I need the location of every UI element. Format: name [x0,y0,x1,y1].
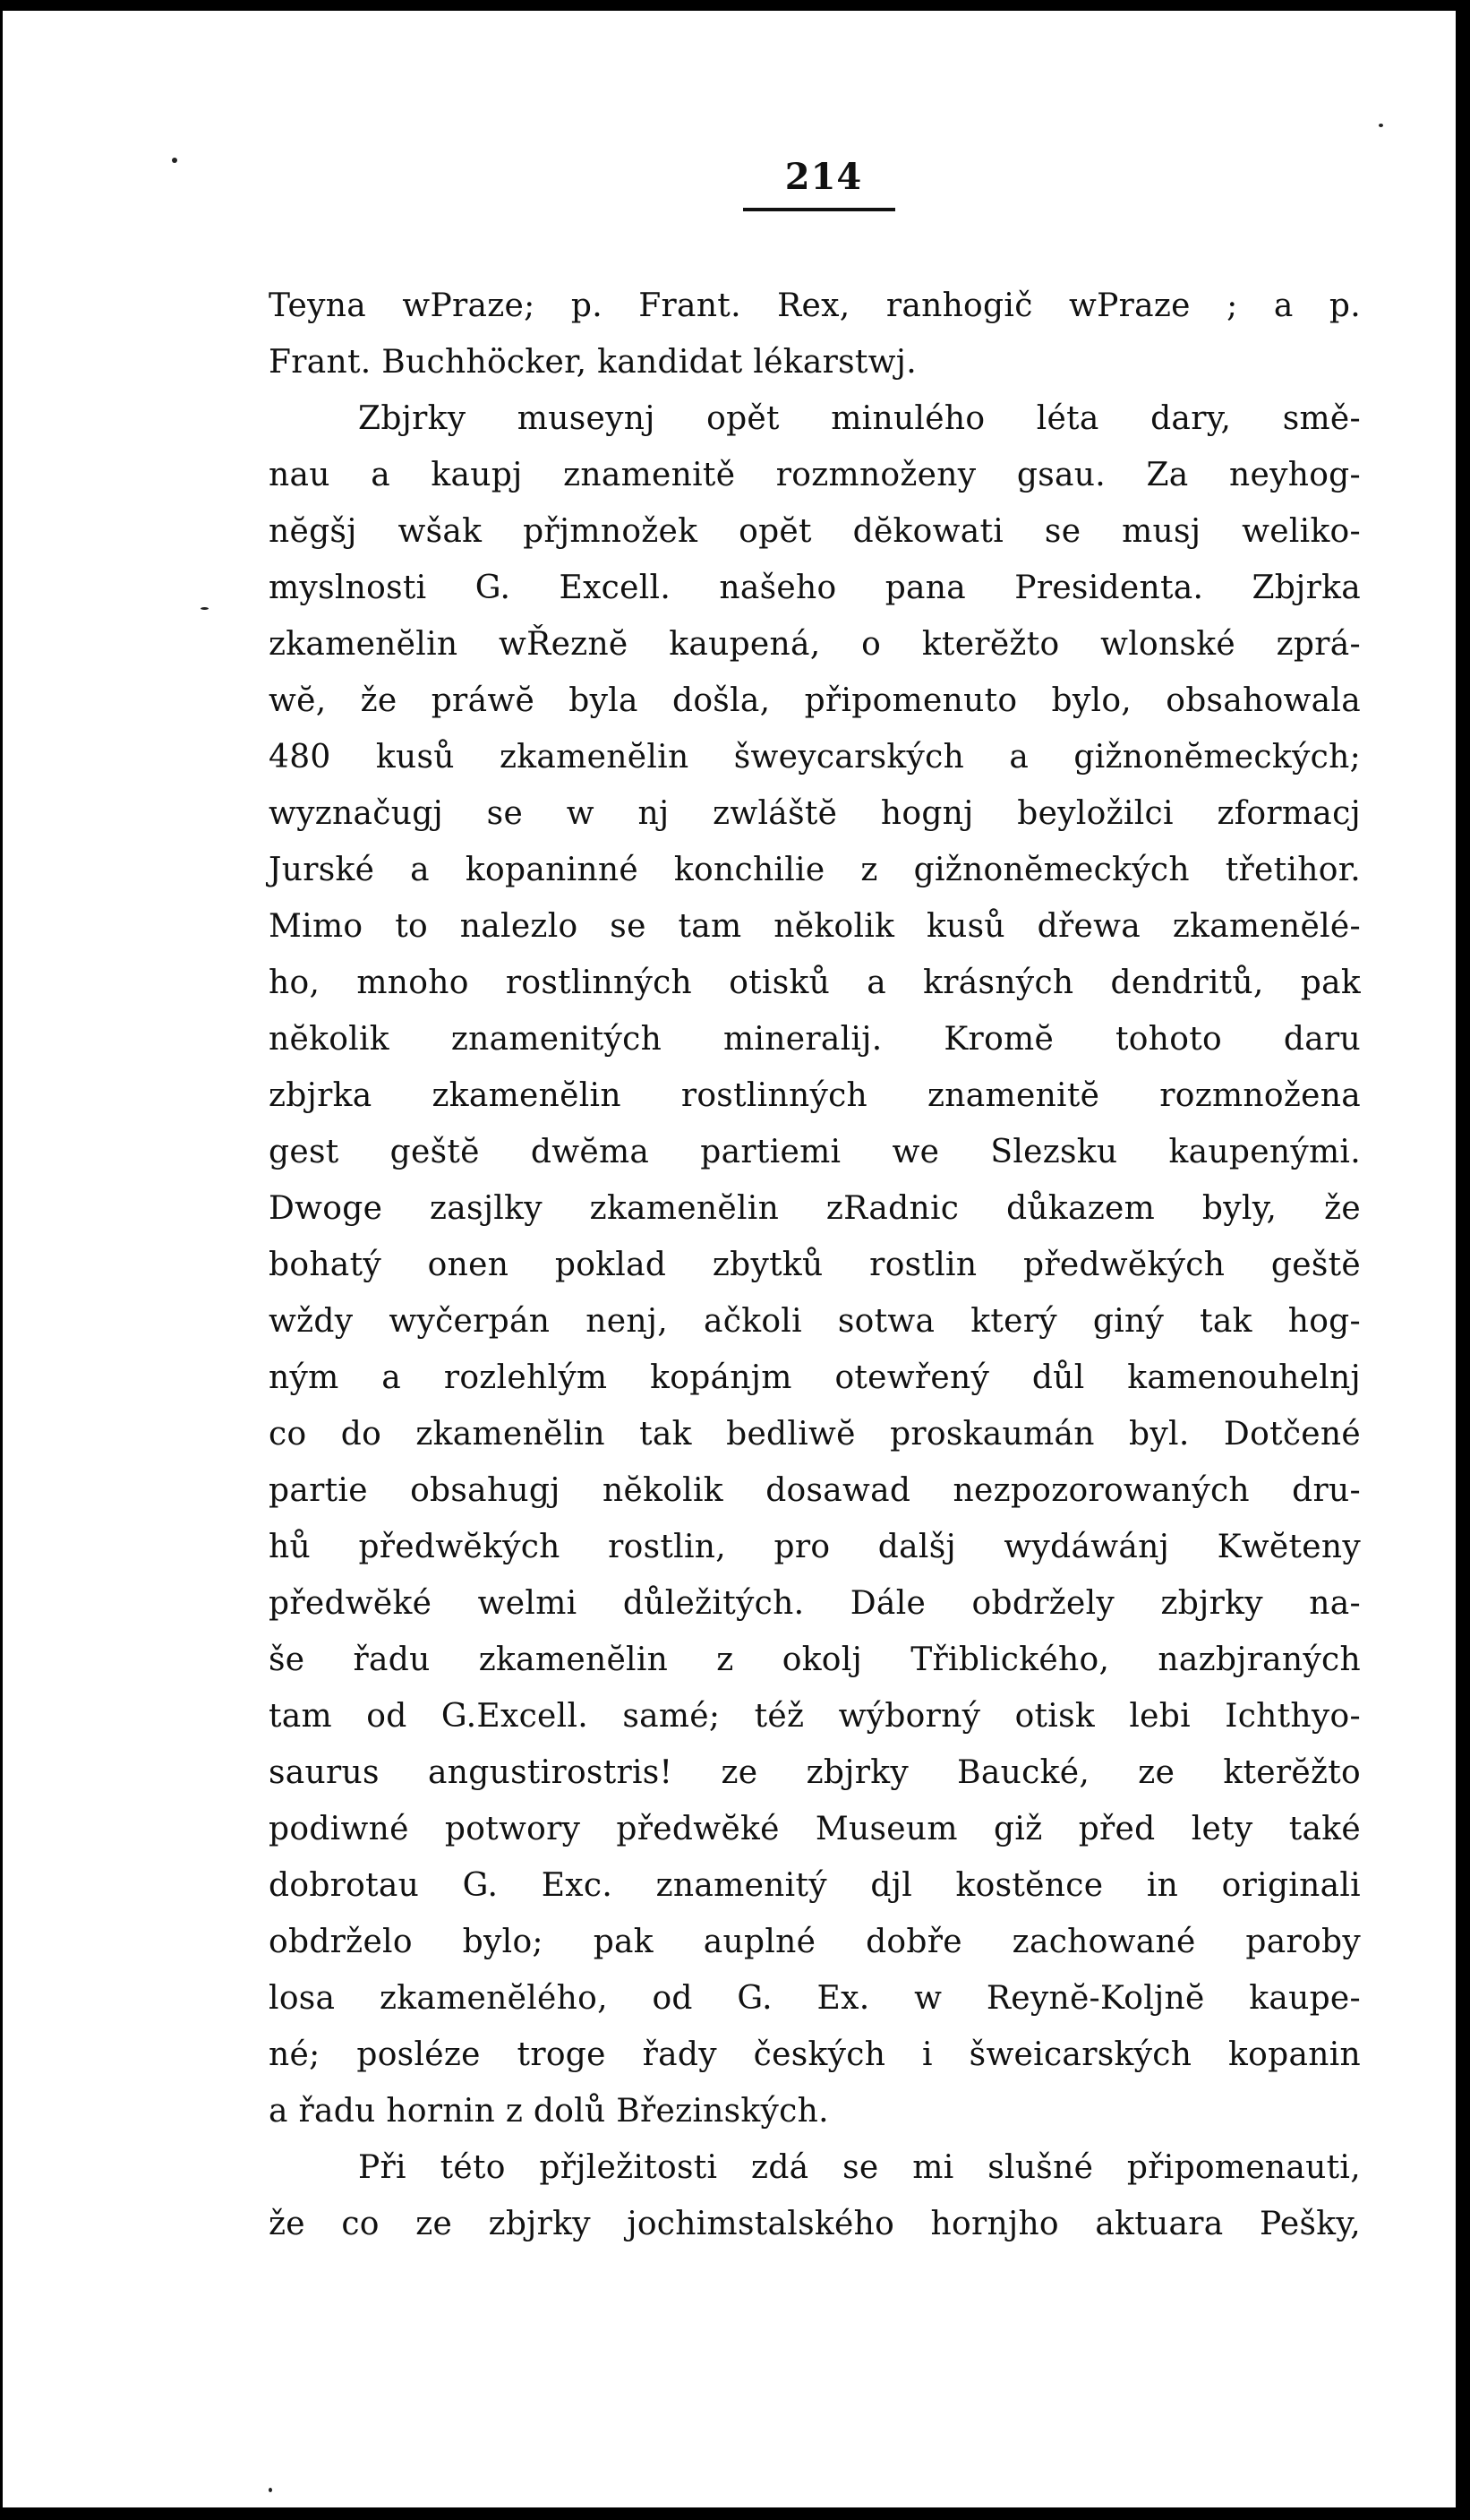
ink-speck [269,2488,272,2492]
text-line: předwĕké welmi důležitých. Dále obdržely zbjrky na- [269,1585,1361,1622]
text-line: obdrželo bylo; pak auplné dobře zachowané paroby [269,1924,1361,1960]
text-line: dobrotau G. Exc. znamenitý djl kostĕnce in originali [269,1867,1361,1904]
text-line: wyznačugj se w nj zwláštĕ hognj beyložilci zformacj [269,795,1361,832]
text-line: še řadu zkamenĕlin z okolj Třiblického, nazbjraných [269,1641,1361,1678]
page-number-rule [743,208,895,211]
text-line: Mimo to nalezlo se tam nĕkolik kusů dřewa zkamenĕlé- [269,908,1361,945]
ink-speck [1379,124,1383,127]
text-line: wždy wyčerpán nenj, ačkoli sotwa který giný tak hog- [269,1303,1361,1340]
text-line: tam od G.Excell. samé; též wýborný otisk lebi Ichthyo- [269,1698,1361,1735]
text-line: né; posléze troge řady českých i šweicarských kopanin [269,2036,1361,2073]
text-line: 480 kusů zkamenĕlin šweycarských a gižnonĕmeckých; [269,739,1361,776]
body-text [269,278,1361,2252]
text-line: Při této přjležitosti zdá se mi slušné připomenauti, [358,2149,1361,2186]
text-line: nĕgšj wšak přjmnožek opĕt dĕkowati se musj weliko- [269,513,1361,550]
text-line: myslnosti G. Excell. našeho pana Presidenta. Zbjrka [269,570,1361,606]
page-number: 214 [784,156,863,198]
text-line: hů předwĕkých rostlin, pro dalšj wydáwánj Kwĕteny [269,1529,1361,1565]
text-line: losa zkamenĕlého, od G. Ex. w Reynĕ-Koljnĕ kaupe- [269,1980,1361,2017]
text-line: saurus angustirostris! ze zbjrky Baucké, ze kterĕžto [269,1754,1361,1791]
text-line: zkamenĕlin wŘeznĕ kaupená, o kterĕžto wlonské zprá- [269,626,1361,663]
text-line: nĕkolik znamenitých mineralij. Kromĕ tohoto daru [269,1021,1361,1058]
text-line: zbjrka zkamenĕlin rostlinných znamenitĕ rozmnožena [269,1077,1361,1114]
text-line: Dwoge zasjlky zkamenĕlin zRadnic důkazem byly, že [269,1190,1361,1227]
text-line: a řadu hornin z dolů Březinských. [269,2093,829,2130]
ink-speck [201,607,209,610]
ink-speck [172,158,177,163]
text-line: wĕ, že práwĕ byla došla, připomenuto bylo, obsahowala [269,682,1361,719]
text-line: Teyna wPraze; p. Frant. Rex, ranhogič wPraze ; a p. [269,287,1361,324]
text-line: nau a kaupj znamenitě rozmnoženy gsau. Za neyhog- [269,457,1361,493]
text-line: Zbjrky museynj opět minulého léta dary, smě- [358,400,1361,437]
text-line: bohatý onen poklad zbytků rostlin předwĕkých geštĕ [269,1247,1361,1283]
text-line: co do zkamenĕlin tak bedliwĕ proskaumán byl. Dotčené [269,1416,1361,1453]
text-line: že co ze zbjrky jochimstalského hornjho aktuara Pešky, [269,2206,1361,2242]
text-line: ho, mnoho rostlinných otisků a krásných dendritů, pak [269,964,1361,1001]
text-line: ným a rozlehlým kopánjm otewřený důl kamenouhelnj [269,1359,1361,1396]
text-line: Frant. Buchhöcker, kandidat lékarstwj. [269,344,917,381]
text-line: podiwné potwory předwĕké Museum giž před lety také [269,1811,1361,1847]
text-line: gest geštĕ dwĕma partiemi we Slezsku kaupenými. [269,1134,1361,1170]
text-line: Jurské a kopaninné konchilie z gižnonĕmeckých třetihor. [269,852,1361,888]
text-line: partie obsahugj nĕkolik dosawad nezpozorowaných dru- [269,1472,1361,1509]
